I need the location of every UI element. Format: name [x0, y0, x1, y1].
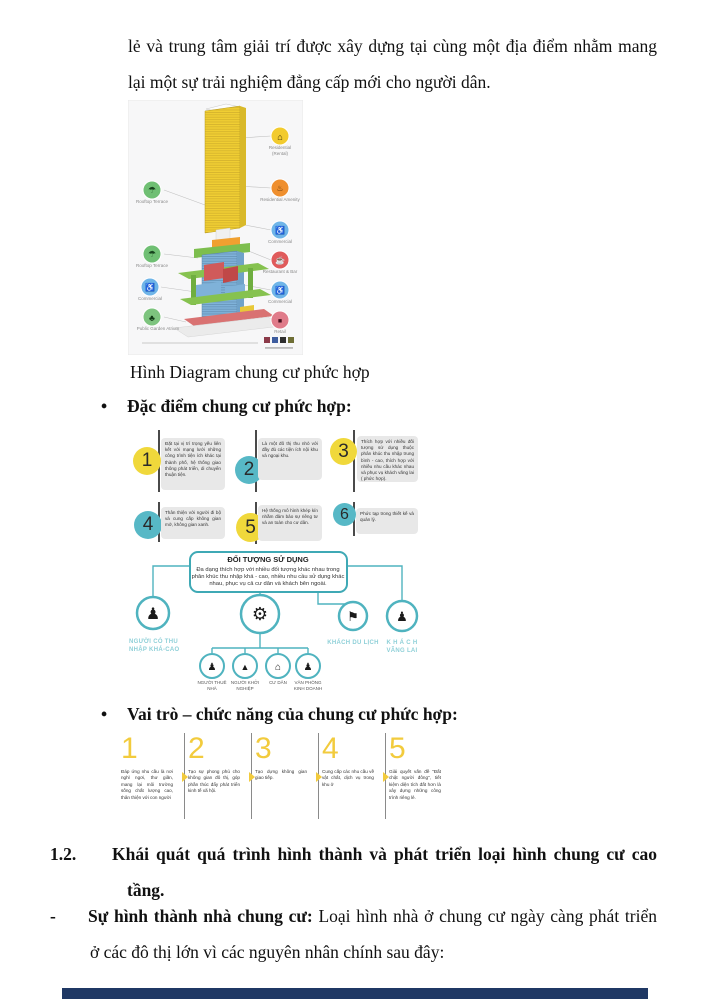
- diagram-label: Retail: [274, 329, 286, 334]
- role-column: [185, 733, 252, 819]
- formation-bold-label: Sự hình thành nhà chung cư:: [88, 906, 313, 926]
- tenant-icon: ♟: [207, 662, 217, 673]
- cup-icon: ☕: [275, 256, 285, 265]
- role-column: [118, 733, 185, 819]
- tower-residential-block: [205, 106, 240, 233]
- feature-number: 2: [243, 459, 255, 480]
- feature-number: 6: [340, 505, 349, 523]
- feature-text-box: Phức tạp trong thiết kế và quản lý.: [356, 508, 418, 534]
- role-text: Cung cấp các nhu cầu về vật chất, dịch vụ trong khu ở: [322, 769, 374, 787]
- diagram-label: Commercial: [137, 296, 163, 301]
- section-number: 1.2.: [50, 844, 77, 864]
- bullet-dot: •: [101, 704, 108, 724]
- sub-label: NGƯỜI THUÊ: [197, 680, 227, 685]
- diagram-label: Restaurant & Bar: [262, 269, 298, 274]
- legend-swatch: [280, 337, 286, 343]
- intro-paragraph: [128, 28, 657, 100]
- house-icon: ⌂: [274, 662, 282, 673]
- role-number: 4: [322, 732, 339, 765]
- intro-line-1: lẻ và trung tâm giải trí được xây dựng tại cùng một địa điểm nhằm mang: [128, 36, 657, 56]
- feature-number: 3: [338, 440, 349, 462]
- diagram-label: Commercial: [267, 239, 293, 244]
- building-diagram-svg: [128, 100, 303, 355]
- feature-number: 5: [245, 516, 256, 538]
- users-infographic: [128, 548, 440, 723]
- legend-swatch: [264, 337, 270, 343]
- sub-label: KINH DOANH: [293, 686, 323, 691]
- tree-icon: ♣: [149, 313, 155, 323]
- role-column: [386, 733, 453, 819]
- formation-rest: Loại hình nhà ở chung cư ngày càng phát triển: [312, 906, 657, 926]
- person-desk-icon: ♿: [275, 226, 285, 235]
- users-description: phân khúc thu nhập khá - cao, nhiều nhu cầu sử dụng khác: [191, 574, 345, 580]
- person-desk-icon: ♿: [145, 283, 155, 292]
- bag-icon: ■: [277, 318, 283, 325]
- bullet-features-label: Đặc điểm chung cư phức hợp:: [127, 396, 352, 416]
- role-text: Đáp ứng nhu cầu là nơi nghỉ ngơi, thư giãn, mang lại môi trường sống chất lượng cao, thân thiện với con người: [121, 769, 173, 800]
- bullet-roles: [101, 704, 458, 725]
- diagram-label: Commercial: [267, 299, 293, 304]
- diagram-label: Public Garden Atrium: [136, 326, 180, 331]
- role-number: 1: [121, 732, 138, 765]
- amenity-icon: ♨: [276, 184, 284, 193]
- sub-label: NGƯỜI KHỞI: [230, 680, 260, 685]
- feature-text-box: Thân thiện với người đi bộ và cung cấp không gian mở, không gian xanh.: [161, 507, 225, 539]
- travelers-icon: ♟: [396, 609, 408, 624]
- diagram-label: (Rental): [271, 151, 289, 156]
- meeting-icon: ♟: [303, 662, 313, 673]
- roles-strip: [118, 733, 453, 819]
- intro-line-2: lại một sự trải nghiệm đẳng cấp mới cho người dân.: [128, 72, 491, 92]
- sub-label: VĂN PHÒNG: [294, 680, 322, 685]
- person-desk-icon: ♿: [275, 286, 285, 295]
- bullet-dot: •: [101, 396, 108, 416]
- feature-text-box: Hệ thống mô hình khép kín nhằm đảm bảo sự riêng tư và an toàn cho cư dân.: [258, 505, 322, 541]
- dash-bullet: -: [50, 906, 56, 926]
- feature-text-box: Là một đô thị thu nhỏ với đầy đủ các tiện ích nội khu và ngoại khu.: [258, 438, 322, 480]
- section-title-line-2: tầng.: [127, 880, 165, 900]
- building-diagram-figure: [128, 100, 303, 355]
- group-label-visitor: K H Á C H: [386, 640, 418, 646]
- formation-line-2: ở các đô thị lớn vì các nguyên nhân chính sau đây:: [90, 942, 445, 962]
- sub-label: NHÀ: [207, 686, 217, 691]
- section-title-line-1: Khái quát quá trình hình thành và phát triển loại hình chung cư cao: [112, 844, 657, 864]
- feature-text-box: Thích hợp với nhiều đối tượng sử dụng thuộc phân khúc thu nhập trung bình - cao, thích hợp với nhiều nhu cầu khác nhau và phục vụ khách vãng lai ( phức hợp).: [357, 436, 418, 482]
- diagram-label: Residential Amenity: [260, 197, 300, 202]
- users-description: Đa dạng thích hợp với nhiều đối tượng khác nhau trong: [196, 567, 340, 573]
- role-text: Tạo sự phong phú cho không gian đô thị, góp phần thúc đẩy phát triển kinh tế xã hội.: [188, 769, 240, 794]
- group-label-high-income: NHẬP KHÁ-CAO: [129, 647, 180, 653]
- feature-number-circle: [330, 438, 357, 465]
- role-text: Giải quyết vấn đề "Đất chật người đông", tiết kiệm diện tích đất hơn là xây dựng những công trình riêng lẻ.: [389, 769, 441, 800]
- role-column: [319, 733, 386, 819]
- feature-divider: [353, 430, 355, 492]
- group-label-high-income: NGƯỜI CÓ THU: [129, 639, 179, 645]
- house-icon: ⌂: [277, 132, 283, 142]
- feature-number: 4: [142, 514, 154, 535]
- legend-swatch: [272, 337, 278, 343]
- gears-people-icon: ⚙: [251, 604, 269, 624]
- role-column: [252, 733, 319, 819]
- bottom-navy-bar: [62, 988, 648, 999]
- feature-number-circle: [333, 503, 356, 526]
- feature-text-box: Đặt tại vị trí trọng yếu liên kết với mạng lưới những công trình tiện ích khác tại thành phố, hệ thống giao thông phát triển, di chuyển thuận tiện.: [161, 438, 225, 490]
- sub-label: CƯ DÂN: [269, 680, 287, 685]
- legend-swatch: [288, 337, 294, 343]
- role-number: 3: [255, 732, 272, 765]
- diagram-label: Residential: [268, 145, 292, 150]
- umbrella-icon: ☂: [147, 185, 157, 195]
- users-infographic-svg: [128, 548, 440, 718]
- person-money-icon: ♟: [145, 606, 161, 623]
- role-number: 2: [188, 732, 205, 765]
- feature-number: 1: [141, 450, 153, 471]
- role-text: Tạo dựng không gian giao tiếp.: [255, 769, 307, 781]
- users-title: ĐỐI TƯỢNG SỬ DỤNG: [227, 555, 309, 564]
- figure-caption: Hình Diagram chung cư phức hợp: [130, 362, 370, 382]
- users-description: nhau, phục vụ cả cư dân và khách bên ngoài.: [209, 581, 327, 587]
- formation-paragraph: [50, 898, 657, 970]
- sub-label: NGHIỆP: [236, 686, 254, 691]
- group-label-visitor: VÃNG LAI: [386, 648, 418, 654]
- feature-number-circle: [134, 511, 162, 539]
- role-number: 5: [389, 732, 406, 765]
- bullet-features: [101, 396, 352, 417]
- umbrella-icon: ☂: [147, 249, 157, 259]
- formation-line-1: [88, 898, 657, 934]
- feature-number-circle: [133, 447, 161, 475]
- diagram-label: Rooftop Terrace: [136, 263, 168, 268]
- diagram-label: Rooftop Terrace: [136, 199, 168, 204]
- bullet-roles-label: Vai trò – chức năng của chung cư phức hợp:: [127, 704, 458, 724]
- group-label-tourist: KHÁCH DU LỊCH: [327, 640, 379, 646]
- person-flag-icon: ⚑: [347, 609, 359, 624]
- startup-icon: ▲: [240, 662, 250, 672]
